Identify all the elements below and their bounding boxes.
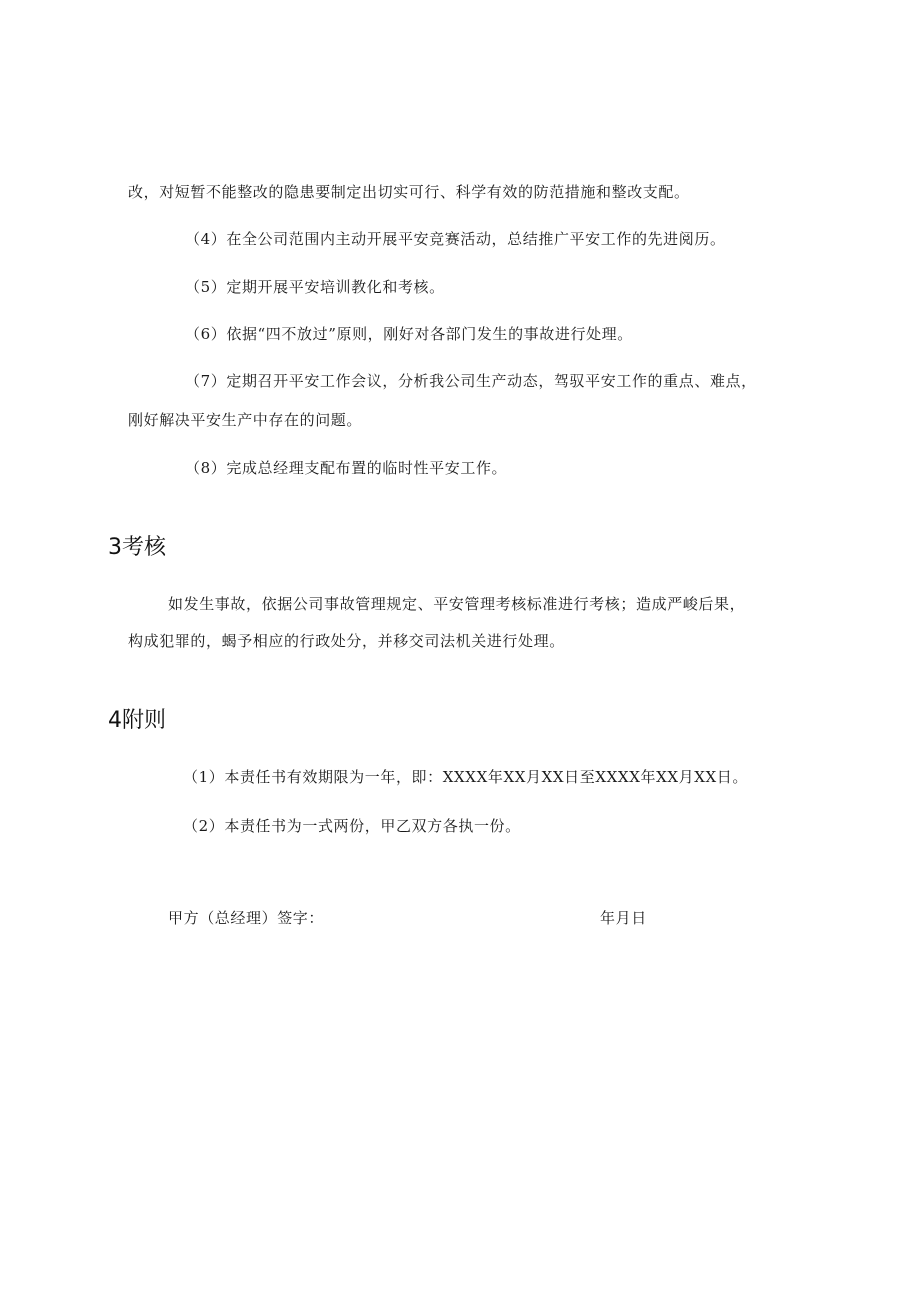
duty-item-8: （8）完成总经理支配布置的临时性平安工作。 bbox=[185, 459, 508, 477]
supplementary-item-2: （2）本责任书为一式两份，甲乙双方各执一份。 bbox=[183, 817, 521, 835]
signature-party-label: 甲方（总经理）签字： bbox=[168, 909, 325, 927]
signature-date-label: 年月日 bbox=[600, 909, 647, 927]
section-heading-assessment: 3考核 bbox=[108, 535, 166, 560]
assessment-paragraph-line-2: 构成犯罪的，蝎予相应的行政处分，并移交司法机关进行处理。 bbox=[128, 632, 565, 650]
section-heading-supplementary: 4附则 bbox=[108, 708, 166, 733]
duty-item-4: （4）在全公司范围内主动开展平安竞赛活动，总结推广平安工作的先进阅历。 bbox=[185, 230, 726, 248]
assessment-paragraph-line-1: 如发生事故，依据公司事故管理规定、平安管理考核标准进行考核；造成严峻后果， bbox=[168, 595, 746, 613]
supplementary-item-1: （1）本责任书有效期限为一年，即：XXXX年XX月XX日至XXXX年XX月XX日。 bbox=[183, 768, 749, 786]
duty-item-6: （6）依据“四不放过”原则，刚好对各部门发生的事故进行处理。 bbox=[185, 325, 633, 343]
duty-item-5: （5）定期开展平安培训教化和考核。 bbox=[185, 278, 445, 296]
continuation-line: 改，对短暂不能整改的隐患要制定出切实可行、科学有效的防范措施和整改支配。 bbox=[128, 183, 690, 201]
duty-item-7: （7）定期召开平安工作会议，分析我公司生产动态，驾驭平安工作的重点、难点， bbox=[185, 372, 757, 390]
duty-item-7-continued: 刚好解决平安生产中存在的问题。 bbox=[128, 411, 363, 429]
